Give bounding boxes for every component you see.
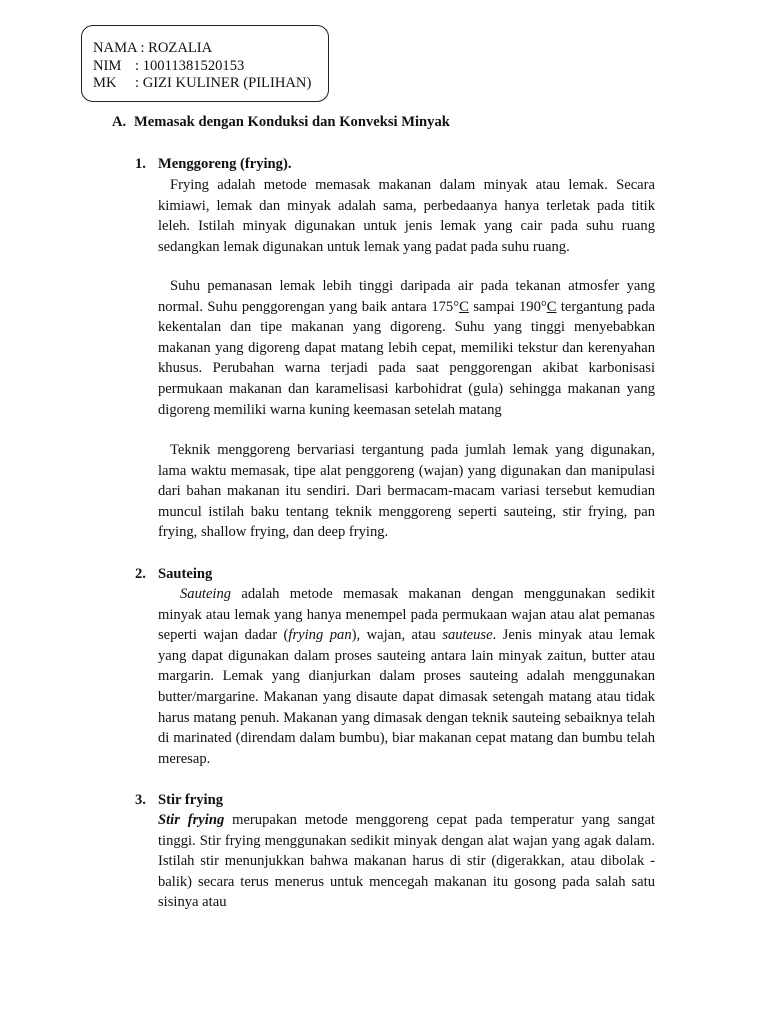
stir-frying-part-a: merupakan metode menggoreng cepat pada temperatur yang sangat tinggi. Stir frying menggunakan sedikit minyak dengan alat wajan yang agak dalam. Istilah stir menunjukkan bahwa makanan harus di stir (digerakkan, atau dibolak - balik) secara terus menerus untuk mencegah makanan itu gosong pada salah satu sisinya atau <box>158 812 655 911</box>
frying-paragraph-1-text: Frying adalah metode memasak makanan dalam minyak atau lemak. Secara kimiawi, lemak dan minyak adalah sama, perbedaanya hanya terletak pada titik leleh. Istilah minyak digunakan untuk jenis lemak yang cair pada suhu ruang sedangkan lemak digunakan untuk lemak yang padat pada suhu ruang. <box>158 177 655 255</box>
frying-pan-term: frying pan <box>288 627 352 644</box>
frying-paragraph-3-text: Teknik menggoreng bervariasi tergantung pada jumlah lemak yang digunakan, lama waktu memasak, tipe alat penggoreng (wajan) yang digunakan dan manipulasi dari bahan makanan itu sendiri. Dari bermacam-macam variasi tersebut kemudian muncul istilah baku tentang teknik menggoreng seperti sauteing, stir frying, pan frying, shallow frying, dan deep frying. <box>158 442 655 541</box>
sauteuse-term: sauteuse <box>442 627 493 644</box>
sauteing-term: Sauteing <box>180 586 232 602</box>
nim-label: NIM <box>93 57 122 74</box>
nim-value: : 10011381520153 <box>135 57 245 74</box>
section-1-marker: 1. <box>135 156 146 172</box>
section-1-title: Menggoreng (frying). <box>158 156 292 172</box>
sauteing-part-a: adalah metode memasak makanan dengan menggunakan sedikit minyak atau lemak yang hanya menempel pada permukaan wajan atau alat pemanas seperti wajan dadar ( <box>158 586 655 644</box>
section-2-title: Sauteing <box>158 566 213 582</box>
section-3-heading <box>135 792 223 809</box>
celsius-unit-2: C <box>546 298 557 315</box>
section-a-heading <box>112 114 450 131</box>
sauteing-part-b: ), wajan, atau <box>351 627 443 644</box>
frying-paragraph-3 <box>158 440 655 543</box>
frying-p2-part-b: sampai 190° <box>468 298 547 315</box>
section-1-heading <box>135 156 291 173</box>
frying-paragraph-2 <box>158 276 655 420</box>
id-row-nama <box>93 40 328 58</box>
frying-paragraph-1 <box>158 175 655 257</box>
stir-frying-term: Stir frying <box>158 812 225 828</box>
sauteing-part-c: . Jenis minyak atau lemak yang dapat digunakan dalam proses sauteing antara lain minyak zaitun, butter atau margarin. Lemak yang dianjurkan dalam proses sauteing adalah menggunakan butter/margarine. Makanan yang disaute dapat dimasak setengah matang atau tidak harus matang penuh. Makanan yang dimasak dengan teknik sauteing sebaiknya telah di marinated (direndam dalam bumbu), biar makanan cepat matang dan bumbu telah meresap. <box>158 627 655 767</box>
mk-label: MK <box>93 75 117 91</box>
sauteing-paragraph <box>158 584 655 769</box>
nama-value: : ROZALIA <box>140 40 213 56</box>
frying-p2-part-c: tergantung pada kekentalan dan tipe makanan yang digoreng. Suhu yang tinggi menyebabkan makanan yang digoreng dapat matang lebih cepat, memiliki tekstur dan kerenyahan khusus. Perubahan warna terjadi pada saat penggorengan akibat karbonisasi permukaan makanan dan karamelisasi karbohidrat (gula) sehingga makanan yang digoreng memiliki warna kuning keemasan setelah matang <box>158 298 655 418</box>
nama-label: NAMA <box>93 40 137 56</box>
section-2-heading <box>135 566 212 583</box>
id-row-mk <box>93 75 328 93</box>
frying-p2-part-a: Suhu pemanasan lemak lebih tinggi daripada air pada tekanan atmosfer yang normal. Suhu penggorengan yang baik antara 175° <box>158 278 655 315</box>
mk-value: : GIZI KULINER (PILIHAN) <box>135 75 312 91</box>
section-3-title: Stir frying <box>158 792 223 808</box>
section-2-marker: 2. <box>135 566 146 582</box>
id-row-nim <box>93 58 328 76</box>
section-a-title: Memasak dengan Konduksi dan Konveksi Minyak <box>134 114 450 130</box>
section-a-marker: A. <box>112 114 127 130</box>
student-id-box <box>81 25 329 102</box>
stir-frying-paragraph <box>158 810 655 913</box>
celsius-unit-1: C <box>459 298 469 315</box>
section-3-marker: 3. <box>135 792 146 808</box>
